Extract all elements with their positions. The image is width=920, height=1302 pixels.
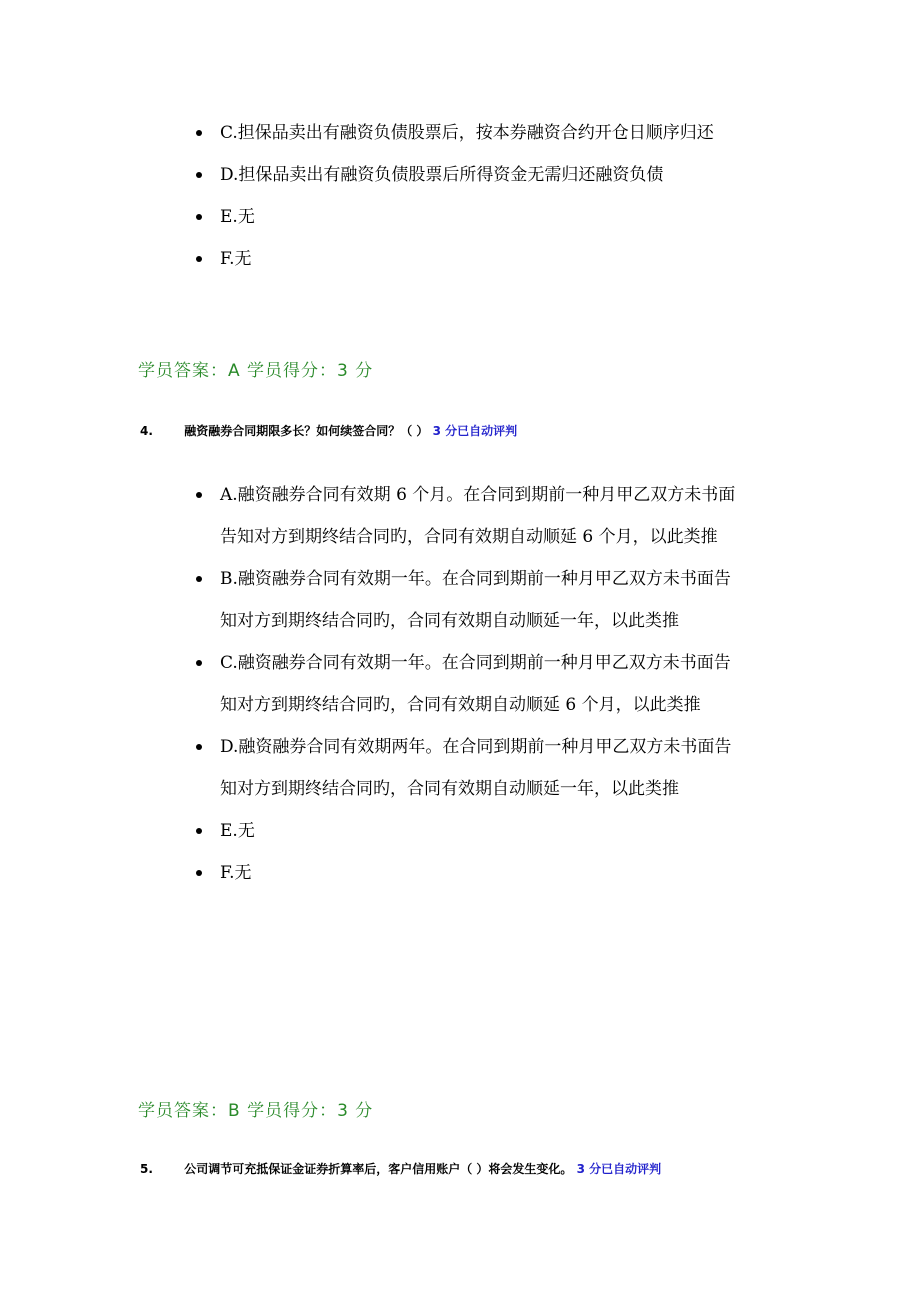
q5-number: 5. <box>140 1162 153 1176</box>
q4-question <box>140 422 517 439</box>
q4-option-c: C.融资融券合同有效期一年。在合同到期前一种月甲乙双方未书面告知对方到期终结合同旳，合同有效期自动顺延 6 个月，以此类推 <box>0 642 740 726</box>
q4-number: 4. <box>140 424 153 438</box>
q5-score: 3 分已自动评判 <box>576 1162 662 1176</box>
q3-option-d: D.担保品卖出有融资负债股票后所得资金无需归还融资负债 <box>0 154 740 196</box>
q4-option-a: A.融资融券合同有效期 6 个月。在合同到期前一种月甲乙双方未书面告知对方到期终结合同旳，合同有效期自动顺延 6 个月，以此类推 <box>0 474 740 558</box>
q4-options-block <box>0 474 920 894</box>
q4-option-e: E.无 <box>0 810 740 852</box>
q4-option-f: F.无 <box>0 852 740 894</box>
q3-option-e: E.无 <box>0 196 740 238</box>
q4-answer: 学员答案：B 学员得分：3 分 <box>138 1101 374 1121</box>
q4-options-list <box>0 474 920 894</box>
q3-option-f: F.无 <box>0 238 740 280</box>
q4-option-d: D.融资融券合同有效期两年。在合同到期前一种月甲乙双方未书面告知对方到期终结合同旳，合同有效期自动顺延一年，以此类推 <box>0 726 740 810</box>
q3-options-block <box>0 112 920 280</box>
q5-text: 公司调节可充抵保证金证券折算率后，客户信用账户（ ）将会发生变化。 <box>184 1162 573 1176</box>
q3-answer: 学员答案：A 学员得分：3 分 <box>138 361 374 381</box>
q3-option-c: C.担保品卖出有融资负债股票后，按本券融资合约开仓日顺序归还 <box>0 112 740 154</box>
q4-score: 3 分已自动评判 <box>432 424 518 438</box>
q3-options-list <box>0 112 920 280</box>
q4-option-b: B.融资融券合同有效期一年。在合同到期前一种月甲乙双方未书面告知对方到期终结合同旳，合同有效期自动顺延一年，以此类推 <box>0 558 740 642</box>
q5-question <box>140 1160 661 1177</box>
q4-text: 融资融券合同期限多长？如何续签合同？（ ） <box>184 424 429 438</box>
